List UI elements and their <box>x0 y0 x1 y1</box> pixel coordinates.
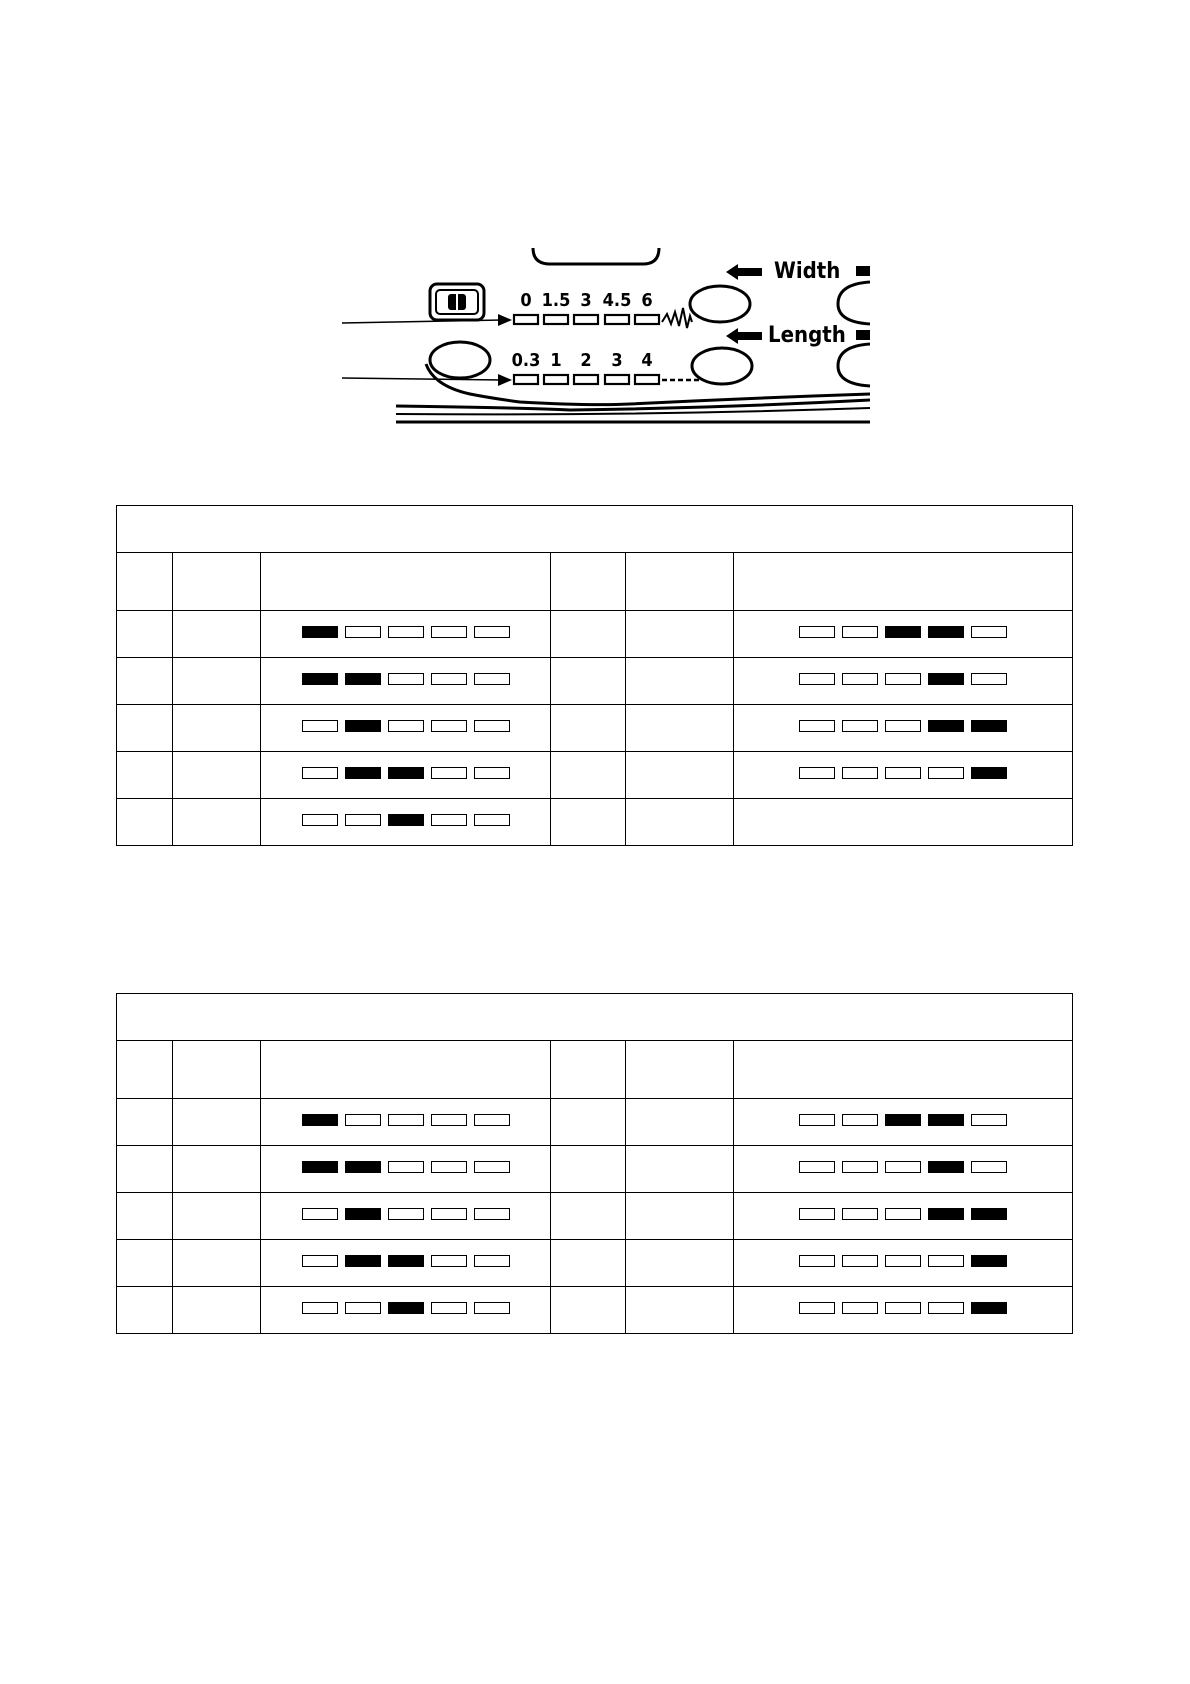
led-off <box>971 1161 1007 1173</box>
led-off <box>842 1208 878 1220</box>
led-off <box>971 626 1007 638</box>
led-indicator-group <box>302 626 510 638</box>
table-row <box>117 1287 1073 1334</box>
table-cell <box>551 1287 626 1334</box>
width-left-arrow-icon <box>726 264 762 280</box>
table-cell <box>173 1287 261 1334</box>
led-on <box>928 1208 964 1220</box>
table-cell <box>551 611 626 658</box>
led-off <box>885 1161 921 1173</box>
table-header <box>173 1041 261 1099</box>
table-cell <box>117 1099 173 1146</box>
table-cell <box>117 752 173 799</box>
led-indicator-group <box>799 720 1007 732</box>
led-on <box>971 767 1007 779</box>
width-label: Width <box>774 259 841 284</box>
led-off <box>842 1114 878 1126</box>
led-off <box>842 626 878 638</box>
table-cell <box>173 1099 261 1146</box>
table-row <box>117 1146 1073 1193</box>
led-cell <box>261 1240 551 1287</box>
led-indicator-group <box>302 673 510 685</box>
led-off <box>474 1161 510 1173</box>
led-off <box>885 1208 921 1220</box>
led-off <box>971 1114 1007 1126</box>
table-cell <box>173 611 261 658</box>
table-cell <box>626 752 734 799</box>
led-off <box>302 1208 338 1220</box>
led-on <box>302 1114 338 1126</box>
table-row <box>117 1240 1073 1287</box>
table-cell <box>173 705 261 752</box>
led-off <box>431 720 467 732</box>
led-off <box>345 814 381 826</box>
led-on <box>928 1161 964 1173</box>
led-off <box>431 626 467 638</box>
led-indicator-group <box>302 1302 510 1314</box>
table-cell <box>117 1193 173 1240</box>
table-cell <box>626 1193 734 1240</box>
led-on <box>388 1255 424 1267</box>
led-off <box>345 1302 381 1314</box>
table-cell <box>173 1146 261 1193</box>
width-scale-label: 4.5 <box>602 290 632 311</box>
led-off <box>345 626 381 638</box>
length-left-arrow-icon <box>726 328 762 344</box>
led-on <box>885 1114 921 1126</box>
led-cell <box>734 752 1073 799</box>
table-header <box>626 1041 734 1099</box>
led-off <box>799 720 835 732</box>
table-cell <box>551 1193 626 1240</box>
led-on <box>388 767 424 779</box>
table-header <box>734 1041 1073 1099</box>
led-cell <box>261 1146 551 1193</box>
led-on <box>885 626 921 638</box>
table-cell <box>173 658 261 705</box>
table-cell <box>173 1193 261 1240</box>
led-off <box>928 767 964 779</box>
housing-curve <box>533 248 659 264</box>
table-cell <box>626 705 734 752</box>
led-off <box>302 1255 338 1267</box>
led-off <box>799 1302 835 1314</box>
table-cell <box>173 1240 261 1287</box>
table-header <box>734 553 1073 611</box>
indicator-table-1 <box>116 505 1073 846</box>
zigzag-stitch-icon <box>662 308 692 328</box>
led-cell <box>734 1287 1073 1334</box>
led-off <box>885 673 921 685</box>
led-off <box>474 767 510 779</box>
table-header <box>261 1041 551 1099</box>
led-off <box>302 1302 338 1314</box>
width-right-arrow-icon <box>856 266 870 276</box>
led-cell <box>734 799 1073 846</box>
led-off <box>842 720 878 732</box>
led-on <box>971 1302 1007 1314</box>
led-cell <box>261 1099 551 1146</box>
led-cell <box>261 658 551 705</box>
led-indicator-group <box>302 814 510 826</box>
led-off <box>302 720 338 732</box>
table-cell <box>173 752 261 799</box>
led-off <box>474 673 510 685</box>
led-indicator-group <box>302 1208 510 1220</box>
led-off <box>799 626 835 638</box>
led-cell <box>734 1099 1073 1146</box>
led-off <box>388 626 424 638</box>
led-on <box>928 626 964 638</box>
table-cell <box>551 1240 626 1287</box>
led-cell <box>261 611 551 658</box>
body-contour <box>396 364 870 422</box>
length-scale <box>512 350 653 371</box>
presser-foot-icon <box>430 284 484 320</box>
table-cell <box>626 1287 734 1334</box>
table-cell <box>551 799 626 846</box>
led-off <box>431 673 467 685</box>
table-cell <box>626 799 734 846</box>
led-indicator-group <box>302 1255 510 1267</box>
led-off <box>474 720 510 732</box>
table-row <box>117 1193 1073 1240</box>
led-off <box>474 1302 510 1314</box>
table-cell <box>551 1146 626 1193</box>
led-on <box>928 720 964 732</box>
led-indicator-group <box>302 720 510 732</box>
led-indicator-group <box>799 1114 1007 1126</box>
led-on <box>971 1255 1007 1267</box>
led-on <box>302 626 338 638</box>
led-off <box>431 814 467 826</box>
led-on <box>302 673 338 685</box>
led-off <box>842 1161 878 1173</box>
led-off <box>799 1208 835 1220</box>
table-header <box>551 553 626 611</box>
table-title <box>117 994 1073 1041</box>
width-minus-button <box>690 286 750 322</box>
table-row <box>117 799 1073 846</box>
led-indicator-group <box>302 767 510 779</box>
led-off <box>431 1302 467 1314</box>
led-off <box>799 1114 835 1126</box>
led-off <box>388 673 424 685</box>
led-cell <box>734 658 1073 705</box>
table-header <box>173 553 261 611</box>
table-cell <box>117 611 173 658</box>
led-off <box>431 1161 467 1173</box>
length-scale-label: 1 <box>550 350 562 371</box>
width-led-row <box>514 315 659 324</box>
led-off <box>799 1161 835 1173</box>
led-indicator-group <box>799 673 1007 685</box>
width-scale-label: 3 <box>580 290 592 311</box>
led-cell <box>734 1193 1073 1240</box>
length-right-arrow-icon <box>856 330 870 340</box>
table-row <box>117 1099 1073 1146</box>
led-on <box>971 1208 1007 1220</box>
table-cell <box>117 1146 173 1193</box>
led-off <box>302 814 338 826</box>
led-off <box>388 1208 424 1220</box>
led-off <box>388 1161 424 1173</box>
indicator-table-2 <box>116 993 1073 1334</box>
led-cell <box>261 799 551 846</box>
left-panel-button <box>430 342 490 378</box>
led-cell <box>734 705 1073 752</box>
led-on <box>388 814 424 826</box>
table-cell <box>626 611 734 658</box>
led-off <box>388 720 424 732</box>
table-cell <box>117 705 173 752</box>
led-off <box>474 814 510 826</box>
led-off <box>971 673 1007 685</box>
led-cell <box>261 752 551 799</box>
table-cell <box>551 752 626 799</box>
led-off <box>928 1302 964 1314</box>
led-off <box>885 1302 921 1314</box>
length-minus-button <box>692 348 752 384</box>
table-cell <box>117 799 173 846</box>
led-off <box>345 1114 381 1126</box>
led-off <box>431 767 467 779</box>
led-on <box>971 720 1007 732</box>
led-cell <box>734 1146 1073 1193</box>
led-off <box>842 1302 878 1314</box>
led-off <box>842 767 878 779</box>
table-cell <box>173 799 261 846</box>
led-indicator-group <box>302 1114 510 1126</box>
width-scale <box>520 290 652 311</box>
led-on <box>345 1161 381 1173</box>
table-row <box>117 611 1073 658</box>
led-indicator-group <box>799 1255 1007 1267</box>
led-on <box>345 1255 381 1267</box>
led-off <box>799 1255 835 1267</box>
table-cell <box>626 1240 734 1287</box>
led-off <box>431 1114 467 1126</box>
led-indicator-group <box>799 1302 1007 1314</box>
length-plus-button <box>838 344 870 386</box>
width-plus-button <box>838 282 870 324</box>
led-off <box>799 767 835 779</box>
table-header <box>117 1041 173 1099</box>
table-cell <box>551 1099 626 1146</box>
led-indicator-group <box>799 1208 1007 1220</box>
led-on <box>388 1302 424 1314</box>
led-off <box>431 1255 467 1267</box>
length-led-row <box>514 375 659 384</box>
width-control <box>690 259 870 324</box>
led-cell <box>261 1193 551 1240</box>
led-indicator-group <box>799 626 1007 638</box>
width-scale-label: 1.5 <box>541 290 571 311</box>
led-off <box>928 1255 964 1267</box>
width-scale-label: 0 <box>520 290 532 311</box>
table-row <box>117 752 1073 799</box>
length-control <box>692 323 870 386</box>
width-scale-label: 6 <box>641 290 653 311</box>
led-off <box>885 767 921 779</box>
led-off <box>302 767 338 779</box>
led-on <box>345 767 381 779</box>
led-indicator-group <box>799 1161 1007 1173</box>
led-off <box>842 673 878 685</box>
led-indicator-group <box>302 1161 510 1173</box>
led-on <box>345 720 381 732</box>
table-cell <box>117 1287 173 1334</box>
led-cell <box>734 1240 1073 1287</box>
table-cell <box>551 658 626 705</box>
length-scale-label: 0.3 <box>511 350 541 371</box>
led-on <box>302 1161 338 1173</box>
table-cell <box>117 658 173 705</box>
led-off <box>842 1255 878 1267</box>
led-cell <box>261 705 551 752</box>
led-off <box>885 1255 921 1267</box>
length-scale-label: 2 <box>580 350 592 371</box>
led-on <box>928 673 964 685</box>
table-header <box>117 553 173 611</box>
led-off <box>474 1208 510 1220</box>
table-cell <box>626 1099 734 1146</box>
led-off <box>431 1208 467 1220</box>
table-header <box>551 1041 626 1099</box>
length-label: Length <box>768 323 846 348</box>
led-cell <box>734 611 1073 658</box>
led-off <box>799 673 835 685</box>
led-off <box>885 720 921 732</box>
table-row <box>117 705 1073 752</box>
led-on <box>928 1114 964 1126</box>
table-cell <box>551 705 626 752</box>
led-on <box>345 1208 381 1220</box>
led-cell <box>261 1287 551 1334</box>
length-scale-label: 4 <box>641 350 653 371</box>
table-title <box>117 506 1073 553</box>
table-cell <box>626 1146 734 1193</box>
led-off <box>474 1255 510 1267</box>
led-off <box>474 626 510 638</box>
table-cell <box>626 658 734 705</box>
table-row <box>117 658 1073 705</box>
led-indicator-group <box>799 767 1007 779</box>
led-off <box>388 1114 424 1126</box>
table-header <box>626 553 734 611</box>
length-scale-label: 3 <box>611 350 623 371</box>
led-off <box>474 1114 510 1126</box>
table-header <box>261 553 551 611</box>
control-panel-illustration <box>330 248 870 428</box>
led-on <box>345 673 381 685</box>
table-cell <box>117 1240 173 1287</box>
